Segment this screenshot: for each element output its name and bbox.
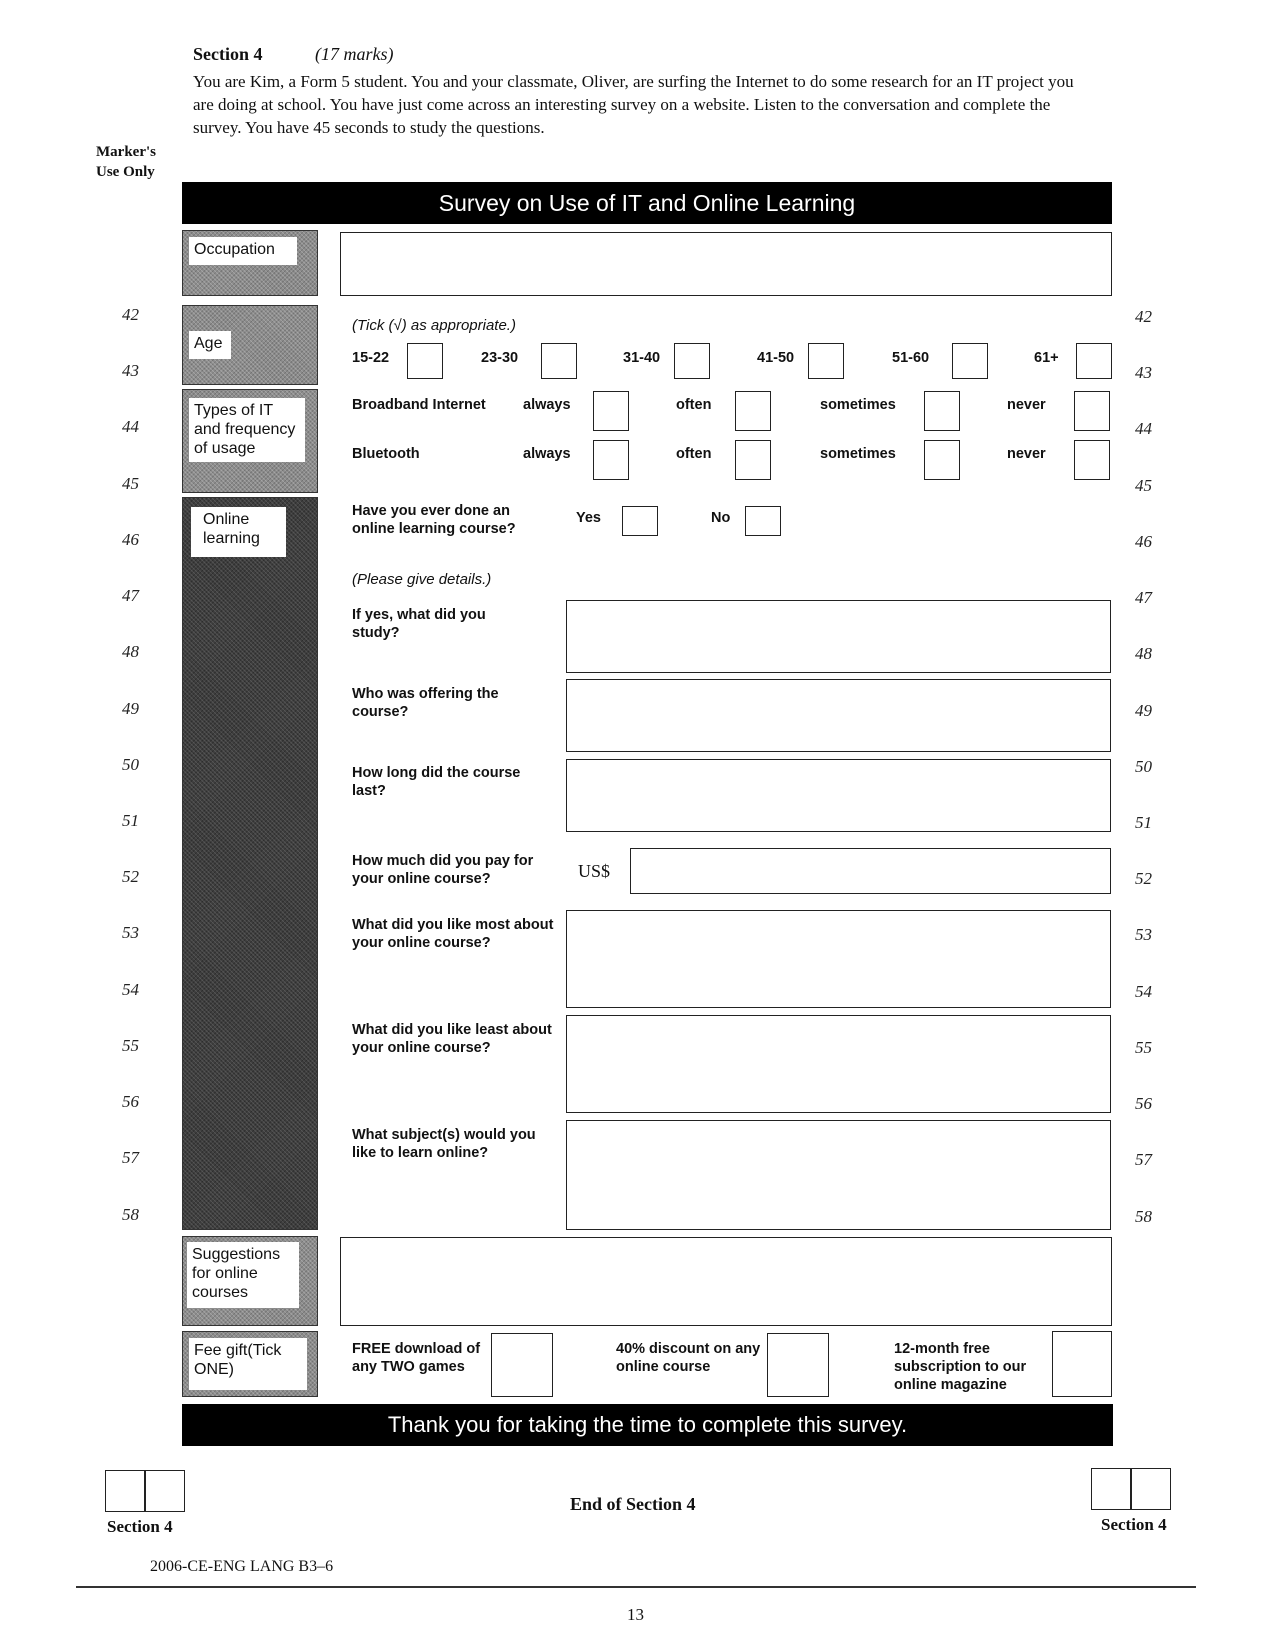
age-option-label: 23-30 [481, 350, 519, 366]
age-option-label: 61+ [1034, 350, 1059, 366]
age-checkbox-15-22[interactable] [407, 343, 443, 379]
margin-number: 47 [1135, 588, 1152, 607]
intro-text: You are Kim, a Form 5 student. You and your classmate, Oliver, are surfing the Internet to do some research for an IT project you are doing at school. You have just come across an interesting survey on a website. Listen to the conversation and complete the survey. You have 45 seconds to study the questions. [193, 72, 1074, 137]
freq-option-label: sometimes [820, 397, 896, 413]
footer-rule [76, 1586, 1196, 1588]
margin-number: 44 [1135, 419, 1152, 438]
who-offering-answer-field[interactable] [566, 679, 1111, 752]
like-most-question: What did you like most about your online course? [352, 917, 554, 951]
gift-option-games: FREE download of any TWO games [352, 1341, 481, 1375]
page-number: 13 [627, 1605, 644, 1624]
margin-number: 57 [1135, 1150, 1152, 1169]
margin-number: 53 [1135, 925, 1152, 944]
yes-label: Yes [576, 510, 601, 526]
broadband-sometimes-checkbox[interactable] [924, 391, 960, 431]
margin-number: 52 [1135, 869, 1152, 888]
like-least-answer-field[interactable] [566, 1015, 1111, 1113]
freq-option-label: never [1007, 397, 1046, 413]
online-learning-label: Online learning [191, 507, 286, 557]
section-score-box-left[interactable] [105, 1470, 185, 1512]
survey-title-bar [182, 182, 1112, 224]
margin-number: 55 [122, 1036, 139, 1055]
margin-number: 54 [1135, 982, 1152, 1001]
age-checkbox-51-60[interactable] [952, 343, 988, 379]
suggestions-label: Suggestions for online courses [187, 1242, 299, 1308]
fee-gift-label-cell [182, 1331, 318, 1397]
marks-label: (17 marks) [315, 44, 394, 64]
occupation-label: Occupation [189, 237, 297, 265]
bluetooth-always-checkbox[interactable] [593, 440, 629, 480]
occupation-label-cell [182, 230, 318, 296]
how-long-answer-field[interactable] [566, 759, 1111, 832]
how-much-question: How much did you pay for your online course? [352, 853, 534, 887]
margin-number: 51 [122, 811, 139, 830]
fee-gift-label: Fee gift(Tick ONE) [189, 1338, 307, 1390]
age-option-label: 51-60 [892, 350, 930, 366]
broadband-never-checkbox[interactable] [1074, 391, 1110, 431]
margin-number: 49 [122, 699, 139, 718]
margin-number: 58 [1135, 1207, 1152, 1226]
suggestions-field[interactable] [340, 1237, 1112, 1326]
age-checkbox-23-30[interactable] [541, 343, 577, 379]
course-fee-field[interactable] [630, 848, 1111, 894]
online-learning-label-cell [182, 497, 318, 1230]
freq-option-label: always [523, 397, 571, 413]
score-box-divider [144, 1471, 146, 1511]
study-question: If yes, what did you study? [352, 607, 486, 641]
end-of-section: End of Section 4 [570, 1494, 696, 1514]
age-label-cell [182, 305, 318, 385]
age-label: Age [189, 331, 231, 359]
age-option-label: 31-40 [623, 350, 661, 366]
margin-number: 58 [122, 1205, 139, 1224]
freq-option-label: often [676, 446, 712, 462]
margin-number: 43 [122, 361, 139, 380]
done-course-yes-checkbox[interactable] [622, 506, 658, 536]
broadband-often-checkbox[interactable] [735, 391, 771, 431]
gift-option-discount: 40% discount on any online course [616, 1341, 761, 1375]
marker-use-only: Marker's Use Only [96, 144, 156, 180]
margin-number: 51 [1135, 813, 1152, 832]
margin-number: 43 [1135, 363, 1152, 382]
tick-instruction: (Tick (√) as appropriate.) [352, 317, 516, 334]
margin-number: 45 [1135, 476, 1152, 495]
age-option-label: 41-50 [757, 350, 795, 366]
score-box-divider [1130, 1469, 1132, 1509]
thank-you-bar [182, 1404, 1113, 1446]
margin-number: 53 [122, 923, 139, 942]
bluetooth-label: Bluetooth [352, 446, 420, 462]
bluetooth-often-checkbox[interactable] [735, 440, 771, 480]
margin-number: 47 [122, 586, 139, 605]
gift-option-subscription: 12-month free subscription to our online magazine [894, 1341, 1027, 1393]
how-long-question: How long did the course last? [352, 765, 521, 799]
bluetooth-sometimes-checkbox[interactable] [924, 440, 960, 480]
broadband-always-checkbox[interactable] [593, 391, 629, 431]
margin-number: 54 [122, 980, 139, 999]
thank-you-text: Thank you for taking the time to complete this survey. [387, 1412, 908, 1437]
suggestions-label-cell [182, 1236, 318, 1326]
section-score-box-right[interactable] [1091, 1468, 1171, 1510]
section-label-right: Section 4 [1101, 1515, 1167, 1534]
margin-number: 55 [1135, 1038, 1152, 1057]
age-checkbox-41-50[interactable] [808, 343, 844, 379]
subjects-question: What subject(s) would you like to learn online? [352, 1127, 536, 1161]
freq-option-label: sometimes [820, 446, 896, 462]
paper-code: 2006-CE-ENG LANG B3–6 [150, 1558, 334, 1575]
gift-subscription-checkbox[interactable] [1052, 1331, 1112, 1397]
subjects-answer-field[interactable] [566, 1120, 1111, 1230]
margin-number: 42 [1135, 307, 1152, 326]
freq-option-label: often [676, 397, 712, 413]
margin-number: 48 [1135, 644, 1152, 663]
freq-option-label: always [523, 446, 571, 462]
broadband-label: Broadband Internet [352, 397, 486, 413]
age-checkbox-31-40[interactable] [674, 343, 710, 379]
like-most-answer-field[interactable] [566, 910, 1111, 1008]
section-label: Section 4 [193, 44, 263, 64]
like-least-question: What did you like least about your online course? [352, 1022, 552, 1056]
margin-number: 49 [1135, 701, 1152, 720]
types-label: Types of IT and frequency of usage [189, 398, 305, 462]
no-label: No [711, 510, 731, 526]
gift-discount-checkbox[interactable] [767, 1333, 829, 1397]
margin-number: 57 [122, 1148, 139, 1167]
survey-title: Survey on Use of IT and Online Learning [438, 190, 856, 216]
margin-number: 46 [1135, 532, 1152, 551]
margin-number: 42 [122, 305, 139, 324]
who-offering-question: Who was offering the course? [352, 686, 499, 720]
age-checkbox-61-plus[interactable] [1076, 343, 1112, 379]
margin-number: 50 [122, 755, 139, 774]
occupation-field[interactable] [340, 232, 1112, 296]
margin-number: 44 [122, 417, 139, 436]
done-course-no-checkbox[interactable] [745, 506, 781, 536]
types-label-cell [182, 389, 318, 493]
margin-number: 56 [122, 1092, 139, 1111]
gift-games-checkbox[interactable] [491, 1333, 553, 1397]
details-instruction: (Please give details.) [352, 571, 492, 588]
margin-number: 50 [1135, 757, 1152, 776]
done-course-question: Have you ever done an online learning course? [352, 503, 516, 537]
section-heading [193, 44, 394, 65]
bluetooth-never-checkbox[interactable] [1074, 440, 1110, 480]
margin-number: 45 [122, 474, 139, 493]
margin-number: 46 [122, 530, 139, 549]
section-label-left: Section 4 [107, 1517, 173, 1536]
margin-number: 48 [122, 642, 139, 661]
freq-option-label: never [1007, 446, 1046, 462]
study-answer-field[interactable] [566, 600, 1111, 673]
margin-number: 56 [1135, 1094, 1152, 1113]
currency-label: US$ [578, 861, 611, 881]
age-option-label: 15-22 [352, 350, 390, 366]
margin-number: 52 [122, 867, 139, 886]
